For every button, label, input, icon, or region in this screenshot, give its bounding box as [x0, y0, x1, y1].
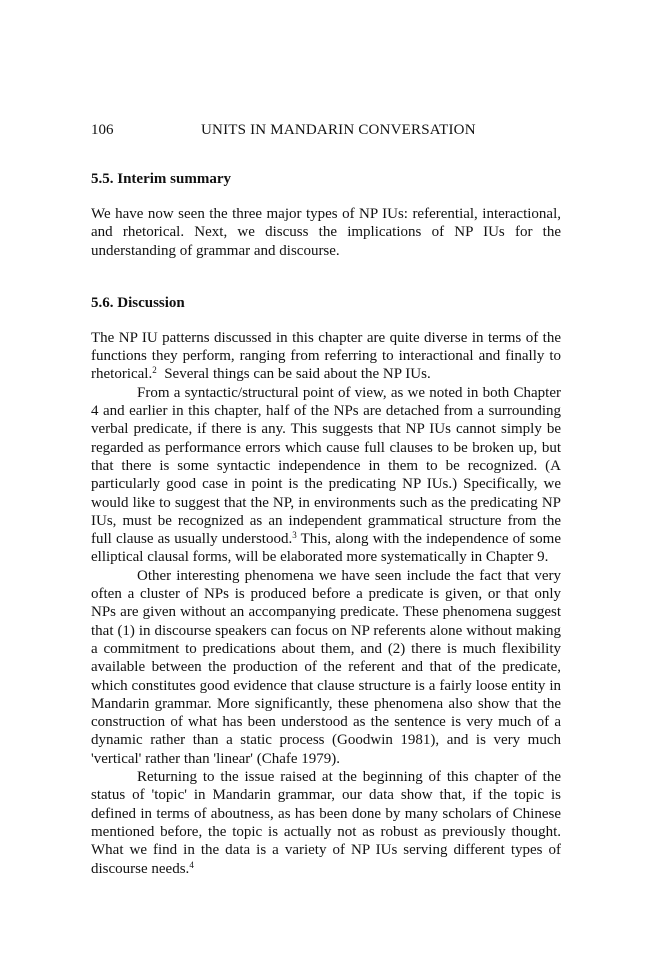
- section-heading-discussion: 5.6. Discussion: [91, 294, 185, 311]
- footnote-marker: 3: [292, 530, 297, 541]
- body-text: [91, 170, 561, 878]
- running-title: UNITS IN MANDARIN CONVERSATION: [201, 122, 476, 138]
- paragraph-discussion-3: Other interesting phenomena we have seen include the fact that very often a cluster of NPs is produced before a predicate is given, or that only NPs are given without an accompanying predicate. These phenomena suggest that (1) in discourse speakers can focus on NP referents alone without making a commitment to predications about them, and (2) there is much flexibility available between the production of the referent and that of the predicate, which constitutes good evidence that clause structure is a fairly loose entity in Mandarin grammar. More significantly, these phenomena also show that the construction of what has been understood as the sentence is very much of a dynamic rather than a static process (Goodwin 1981), and is very much 'vertical' rather than 'linear' (Chafe 1979).: [91, 567, 561, 767]
- paragraph-text: Several things can be said about the NP IUs.: [164, 366, 431, 383]
- paragraph-text: The NP IU patterns discussed in this chapter are quite diverse in terms of the functions they perform, ranging from referring to interactional and finally to rhetorical.: [91, 329, 561, 383]
- paragraph-text: From a syntactic/structural point of view, as we noted in both Chapter 4 and earlier in this chapter, half of the NPs are detached from a surrounding verbal predicate, if there is any. This suggests that NP IUs cannot simply be regarded as performance errors which cause full clauses to be broken up, but that there is some syntactic independence in them to be recognized. (A particularly good case in point is the predicating NP IUs.) Specifically, we would like to suggest that the NP, in environments such as the predicating NP IUs, must be recognized as an independent grammatical structure from the full clause as usually understood.: [91, 384, 561, 548]
- footnote-marker: 4: [189, 859, 194, 870]
- paragraph-discussion-1: [91, 329, 561, 384]
- section-heading-interim-summary: 5.5. Interim summary: [91, 171, 231, 187]
- paragraph-text: Returning to the issue raised at the beginning of this chapter of the status of 'topic' in Mandarin grammar, our data show that, if the topic is defined in terms of aboutness, as has been done by many scholars of Chinese mentioned before, the topic is actually not as robust as previously thought. What we find in the data is a variety of NP IUs serving different types of discourse needs.: [91, 769, 561, 877]
- paragraph-discussion-4: [91, 768, 561, 878]
- paragraph-interim-summary: We have now seen the three major types of NP IUs: referential, interactional, and rhetorical. Next, we discuss the implications of NP IUs for the understanding of grammar and discourse.: [91, 206, 561, 259]
- paragraph-text: This, along with the independence of some elliptical clausal forms, will be elaborated more systematically in Chapter 9.: [91, 531, 561, 566]
- paragraph-discussion-2: [91, 384, 561, 567]
- page-number: 106: [91, 122, 114, 138]
- footnote-marker: 2: [152, 365, 157, 376]
